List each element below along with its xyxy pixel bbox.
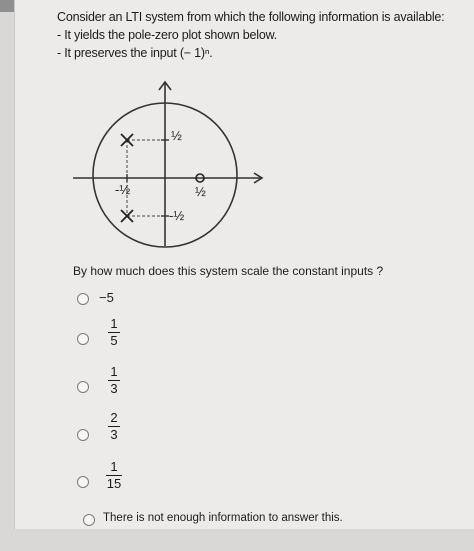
option-3-radio[interactable] [77, 381, 89, 393]
question-line-3: - It preserves the input (− 1)ⁿ. [57, 46, 213, 60]
option-6-label: There is not enough information to answer this. [103, 512, 343, 524]
question-prompt: By how much does this system scale the constant inputs ? [73, 264, 384, 278]
option-2-denominator: 5 [110, 333, 118, 348]
option-4-numerator: 2 [110, 410, 118, 425]
option-2-fraction [97, 317, 131, 348]
option-1-label: −5 [99, 290, 114, 305]
option-4-radio[interactable] [77, 429, 89, 441]
option-5-radio[interactable] [77, 476, 89, 488]
pole-zero-plot [55, 70, 285, 260]
label-upper-imag: ½ [171, 128, 182, 143]
option-6-radio[interactable] [83, 514, 95, 526]
pole-upper [121, 134, 133, 146]
option-4-denominator: 3 [110, 427, 118, 442]
label-lower-imag: -½ [169, 208, 185, 223]
option-5-numerator: 1 [110, 459, 118, 474]
label-left-real: -½ [115, 182, 131, 197]
option-4-fraction [97, 411, 131, 442]
option-3-denominator: 3 [110, 381, 118, 396]
option-2-radio[interactable] [77, 333, 89, 345]
label-right-real: ½ [195, 184, 206, 199]
option-1-radio[interactable] [77, 293, 89, 305]
question-line-1: Consider an LTI system from which the following information is available: [57, 10, 445, 24]
option-5-denominator: 15 [106, 476, 122, 491]
question-card [14, 0, 474, 529]
option-3-fraction [97, 365, 131, 396]
question-line-2: - It yields the pole-zero plot shown below. [57, 28, 277, 42]
option-6[interactable] [77, 511, 407, 551]
option-3-numerator: 1 [110, 364, 118, 379]
option-2-numerator: 1 [110, 316, 118, 331]
option-5-fraction [97, 460, 131, 491]
